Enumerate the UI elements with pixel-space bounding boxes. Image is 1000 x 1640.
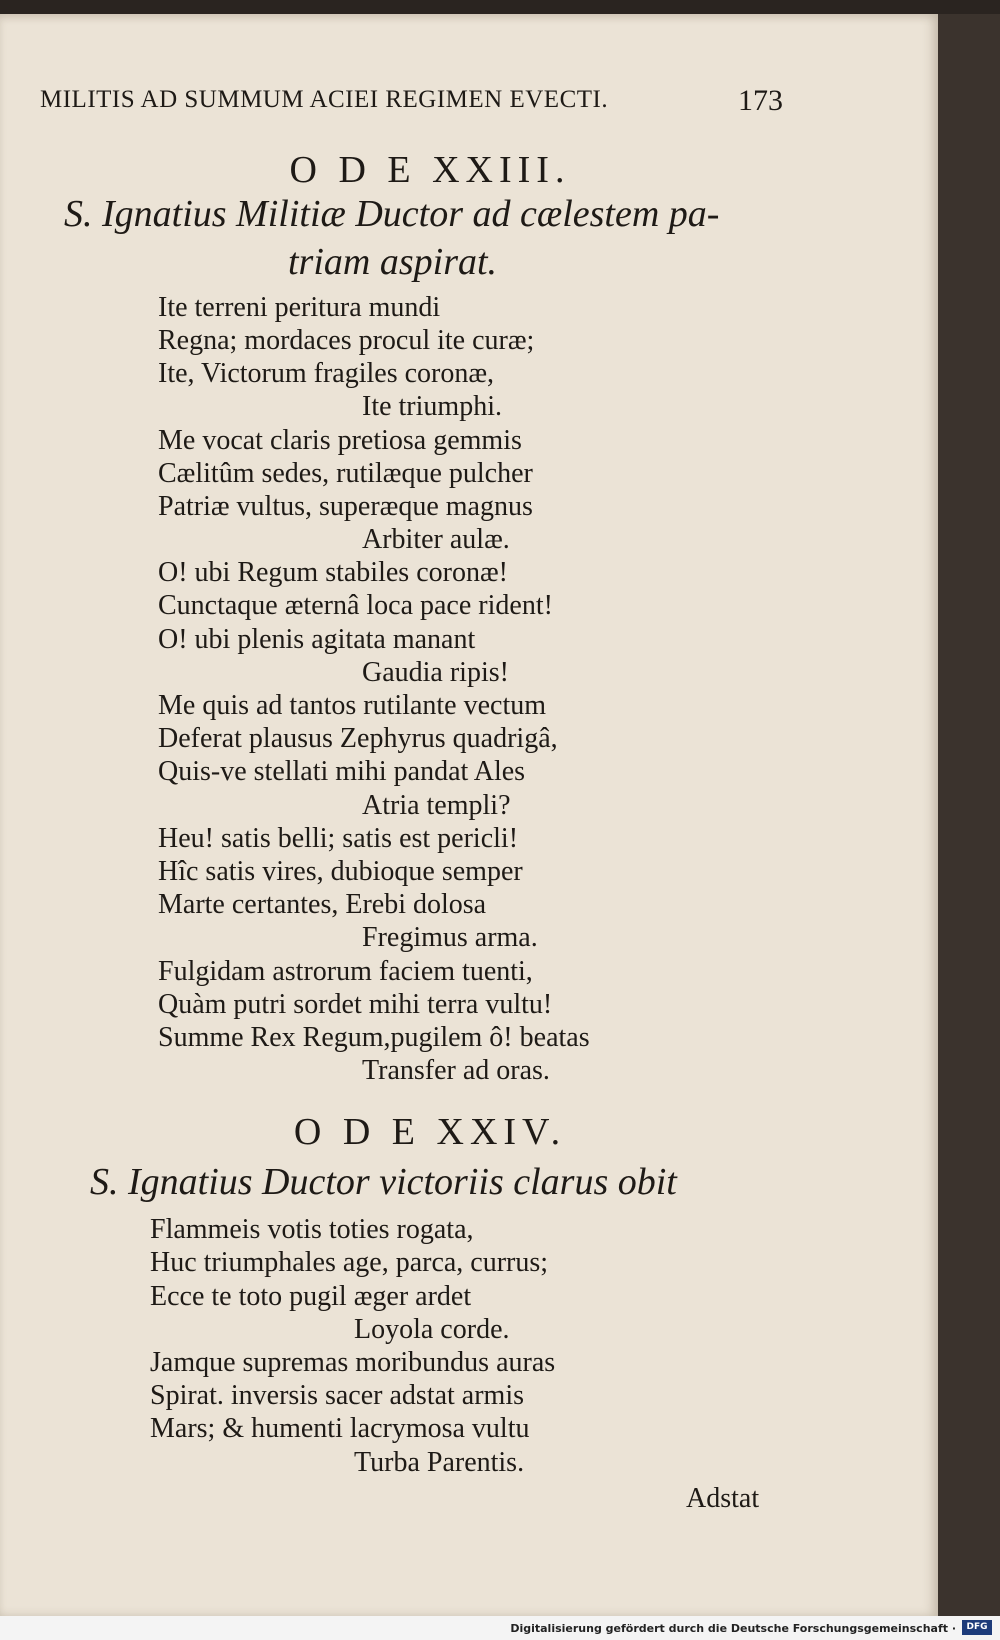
ode-23-title-line1: S. Ignatius Militiæ Ductor ad cælestem pa- [64,193,720,235]
verse-line: Cunctaque æternâ loca pace rident! [158,590,553,621]
verse-line: Transfer ad oras. [362,1055,550,1086]
verse-line: Summe Rex Regum,pugilem ô! beatas [158,1022,590,1053]
verse-line: Heu! satis belli; satis est pericli! [158,823,519,854]
verse-line: Fulgidam astrorum faciem tuenti, [158,956,533,987]
verse-line: Gaudia ripis! [362,657,509,688]
verse-line: Me vocat claris pretiosa gemmis [158,425,522,456]
funding-credit: Digitalisierung gefördert durch die Deutsche Forschungsgemeinschaft · [510,1622,956,1635]
verse-line: Ite, Victorum fragiles coronæ, [158,358,495,389]
page-number: 173 [738,84,783,117]
verse-line: Cælitûm sedes, rutilæque pulcher [158,458,533,489]
verse-line: Quàm putri sordet mihi terra vultu! [158,989,553,1020]
dfg-logo-icon: DFG [962,1620,992,1635]
verse-line: Spirat. inversis sacer adstat armis [150,1380,525,1411]
page-edge [938,14,1000,1616]
verse-line: O! ubi Regum stabiles coronæ! [158,557,508,588]
ode-23-title-line2: triam aspirat. [288,241,498,283]
verse-line: Hîc satis vires, dubioque semper [158,856,523,887]
verse-line: Regna; mordaces procul ite curæ; [158,325,535,356]
verse-line: Patriæ vultus, superæque magnus [158,491,533,522]
verse-line: Arbiter aulæ. [362,524,510,555]
verse-line: Huc triumphales age, parca, currus; [150,1247,549,1278]
verse-line: Jamque supremas moribundus auras [150,1347,556,1378]
verse-line: Atria templi? [362,790,511,821]
verse-line: Loyola corde. [354,1314,510,1345]
verse-line: Flammeis votis toties rogata, [150,1214,474,1245]
verse-line: Quis-ve stellati mihi pandat Ales [158,756,526,787]
verse-line: Me quis ad tantos rutilante vectum [158,690,547,721]
footer-bar [0,1616,1000,1640]
running-head: MILITIS AD SUMMUM ACIEI REGIMEN EVECTI. [40,86,609,113]
ode-23-heading: O D E XXIII. [289,149,571,191]
ode-24-heading: O D E XXIV. [293,1111,567,1153]
verse-line: O! ubi plenis agitata manant [158,624,476,655]
ode-24-title: S. Ignatius Ductor victoriis clarus obit [90,1161,677,1203]
verse-line: Ite terreni peritura mundi [158,292,441,323]
catchword: Adstat [686,1483,760,1514]
verse-line: Ecce te toto pugil æger ardet [150,1281,472,1312]
verse-line: Mars; & humenti lacrymosa vultu [150,1413,530,1444]
verse-line: Ite triumphi. [362,391,502,422]
verse-line: Deferat plausus Zephyrus quadrigâ, [158,723,558,754]
verse-line: Marte certantes, Erebi dolosa [158,889,487,920]
verse-line: Turba Parentis. [354,1447,525,1478]
verse-line: Fregimus arma. [362,922,538,953]
